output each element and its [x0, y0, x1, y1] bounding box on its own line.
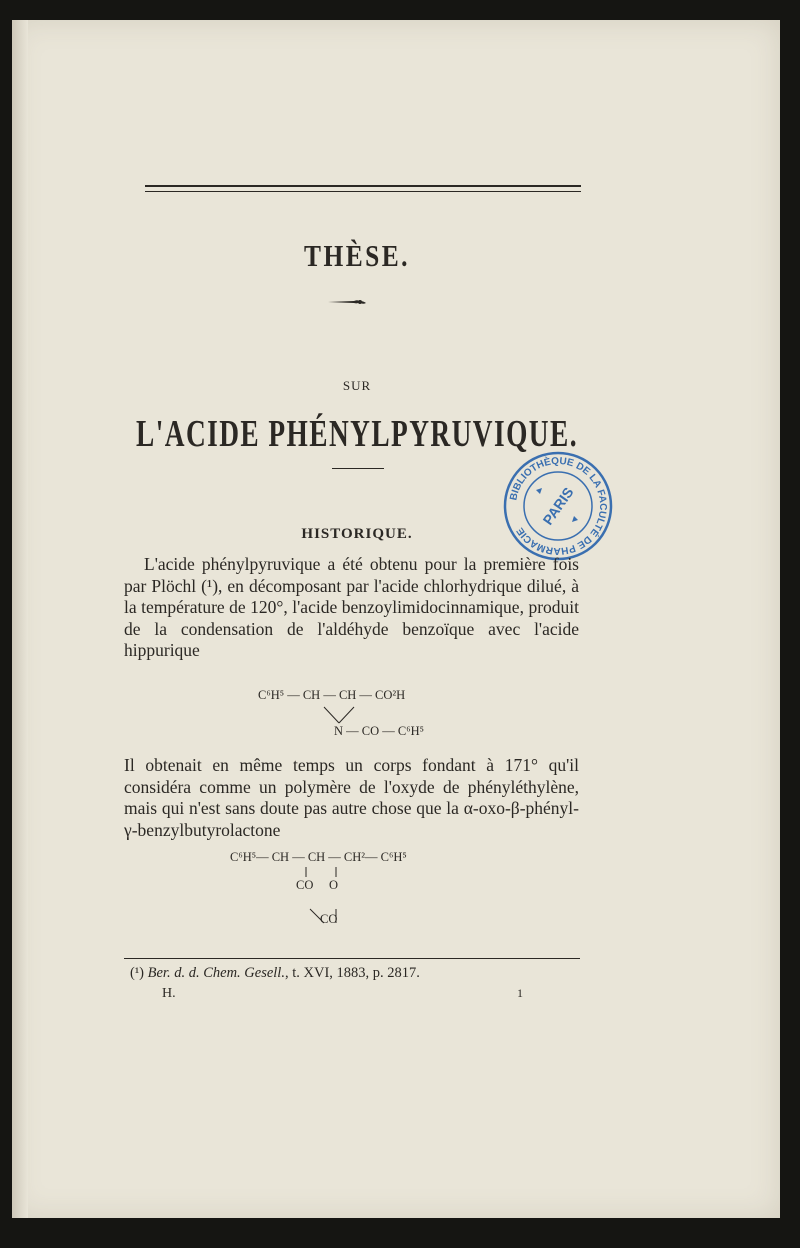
page-gutter — [12, 20, 28, 1218]
book-page — [12, 20, 780, 1218]
title-text: THÈSE. — [304, 238, 410, 273]
paragraph2-text: Il obtenait en même temps un corps fondant à 171° qu'il considéra comme un polymère de l'oxyde de phényléthylène, mais qui n'est sans doute pas autre chose que la α-oxo-β-phényl-γ-benzylbutyrolactone — [124, 755, 579, 840]
library-stamp — [502, 450, 614, 562]
formula1-line1: C⁶H⁵ — CH — CH — CO²H — [258, 688, 406, 702]
section-heading: HISTORIQUE. — [301, 526, 413, 542]
formula1-bonds — [322, 705, 356, 725]
preposition: SUR — [342, 378, 372, 393]
footnote-rest: , t. XVI, 1883, p. 2817. — [284, 965, 420, 981]
page-title — [74, 238, 704, 274]
ornament-flourish — [328, 298, 392, 306]
top-rule-thin — [145, 191, 581, 192]
page-number: 1 — [517, 986, 523, 1000]
formula2-line3: CO O — [296, 878, 339, 892]
formula2-line5: CO — [320, 912, 338, 926]
footnote-marker: (¹) — [130, 965, 145, 981]
formula2-line1: C⁶H⁵— CH — CH — CH²— C⁶H⁵ — [230, 850, 407, 864]
paragraph-historique-2 — [124, 755, 579, 841]
top-rule-thick — [145, 185, 581, 187]
stamp-outer-text: BIBLIOTHÈQUE DE LA FACULTÉ DE PHARMACIE — [508, 455, 609, 557]
short-rule — [332, 468, 384, 469]
footnote — [130, 965, 420, 982]
stamp-center-text: PARIS — [539, 484, 577, 528]
signature-mark: H. — [162, 986, 176, 1001]
thesis-subject: L'ACIDE PHÉNYLPYRUVIQUE. — [136, 413, 578, 455]
paragraph-historique-1 — [124, 554, 579, 662]
formula2-bonds — [294, 865, 354, 945]
paragraph1-text: L'acide phénylpyruvique a été obtenu pour la première fois par Plöchl (¹), en décomposant par l'acide chlorhydrique dilué, à la température de 120°, l'acide benzoylimidocinnamique, produit de la condensation de l'aldéhyde benzoïque avec l'acide hippurique — [124, 554, 579, 660]
footnote-reference: Ber. d. d. Chem. Gesell. — [147, 965, 285, 981]
footnote-rule — [124, 958, 580, 959]
formula1-line3: N — CO — C⁶H⁵ — [334, 724, 424, 738]
